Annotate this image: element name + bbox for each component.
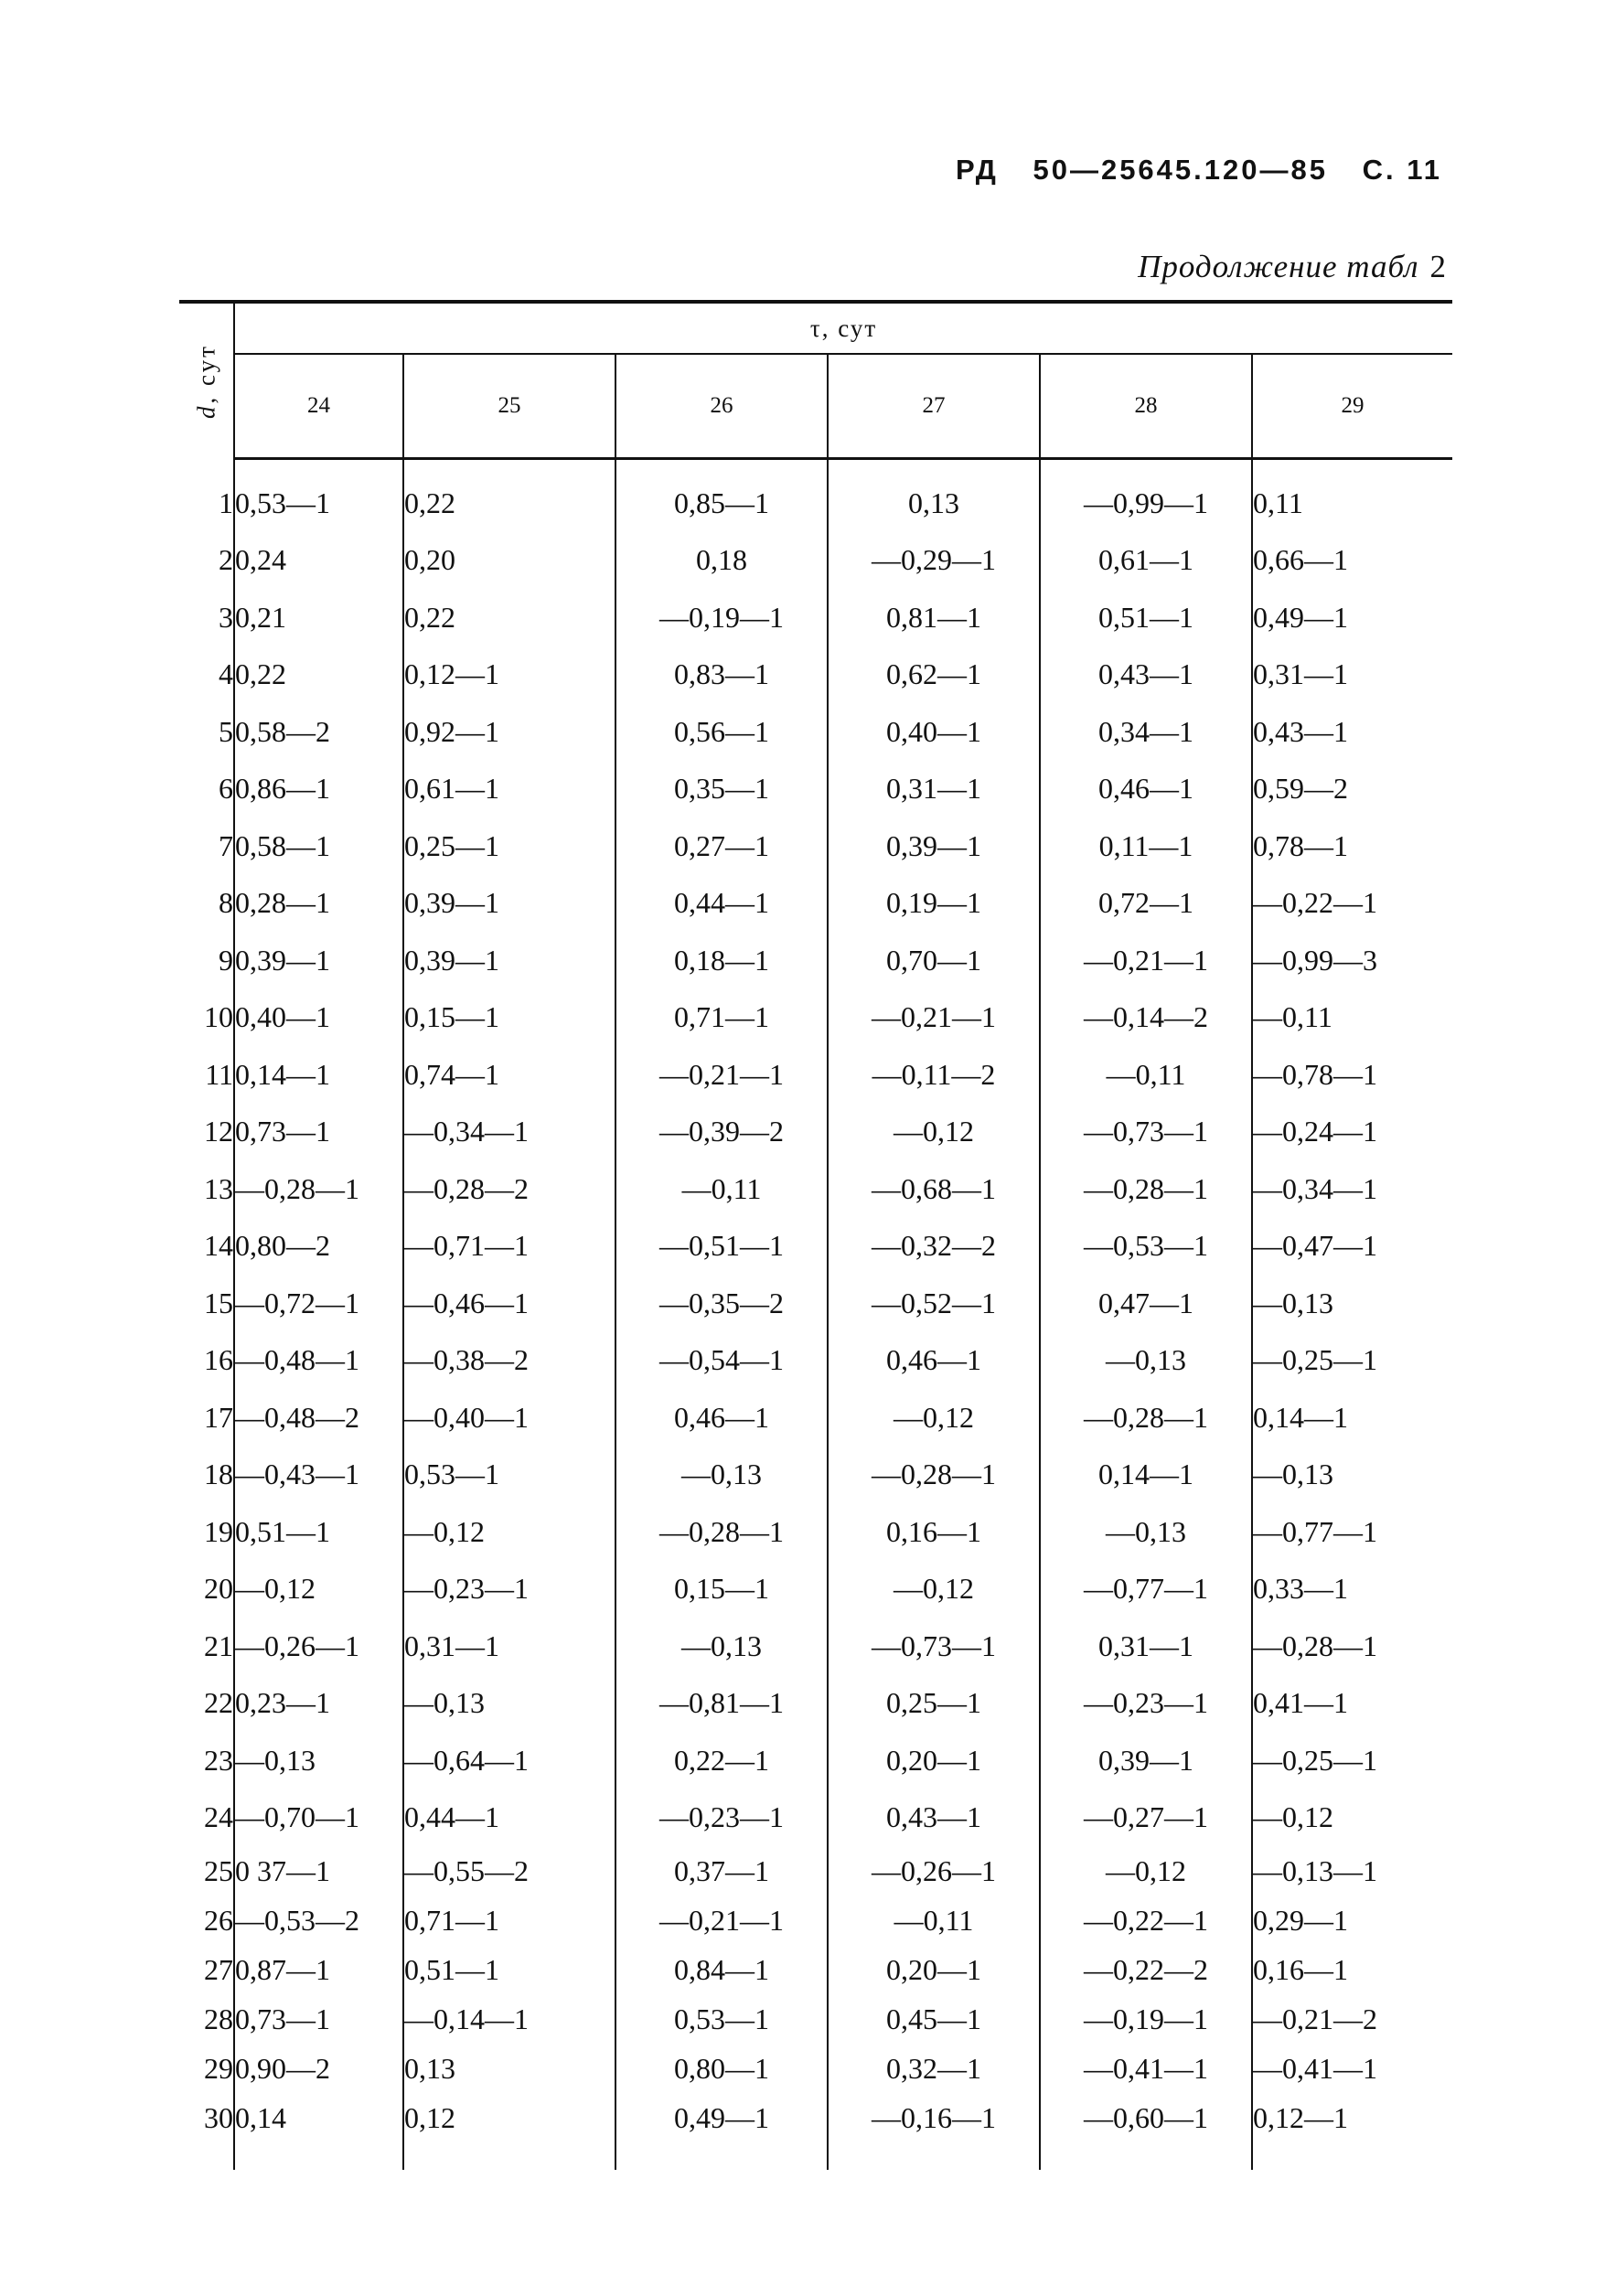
row-label: 17: [179, 1389, 234, 1447]
table-cell: 0,87—1: [234, 1945, 403, 1994]
table-cell: —0,13: [1253, 1458, 1333, 1491]
table-cell: 0,16—1: [1253, 1952, 1348, 1986]
table-cell: 0,20—1: [828, 1732, 1040, 1789]
table-cell: —0,21—1: [828, 989, 1040, 1047]
table-row: [179, 1275, 1452, 1332]
table-cell: —0,73—1: [1040, 1104, 1252, 1161]
table-cell: —0,28—1: [828, 1447, 1040, 1504]
table-cell: —0,26—1: [828, 1846, 1040, 1896]
row-label: 8: [179, 875, 234, 933]
table-cell: 0,61—1: [1040, 532, 1252, 590]
table-cell: 0,14—1: [1253, 1400, 1348, 1434]
table-row: [179, 1160, 1452, 1218]
table-cell: —0,32—2: [828, 1218, 1040, 1276]
table-cell: 0,37—1: [615, 1846, 828, 1896]
table-cell: —0,12: [403, 1503, 615, 1561]
table-cell: 0,71—1: [403, 1896, 615, 1945]
span-header: τ, сут: [234, 304, 1452, 354]
table-cell: —0,68—1: [828, 1160, 1040, 1218]
row-label: 11: [179, 1046, 234, 1104]
table-cell: 0,39—1: [234, 932, 403, 989]
table-cell: —0,78—1: [1253, 1057, 1377, 1091]
table-cell: —0,13: [615, 1618, 828, 1675]
table-cell: —0,77—1: [1253, 1514, 1377, 1548]
table-cell: 0,39—1: [828, 817, 1040, 875]
table-cell: 0,39—1: [1040, 1732, 1252, 1789]
table-cell: 0,85—1: [615, 475, 828, 532]
row-label: 6: [179, 761, 234, 818]
table-cell: —0,25—1: [1253, 1743, 1377, 1777]
table-cell: 0,11: [1253, 486, 1303, 519]
table-cell: 0,13: [828, 475, 1040, 532]
row-label: 3: [179, 589, 234, 646]
table-cell: —0,11: [615, 1160, 828, 1218]
table-cell: —0,19—1: [615, 589, 828, 646]
table-cell: —0,55—2: [403, 1846, 615, 1896]
table-cell: 0,22: [403, 589, 615, 646]
table-cell: —0,13: [615, 1447, 828, 1504]
table-cell: —0,21—2: [1253, 2002, 1377, 2035]
table-cell: —0,51—1: [615, 1218, 828, 1276]
table-cell: —0,29—1: [828, 532, 1040, 590]
row-label: 15: [179, 1275, 234, 1332]
table-cell: —0,41—1: [1253, 2051, 1377, 2085]
table-row: [179, 1503, 1452, 1561]
table-cell: —0,53—2: [234, 1896, 403, 1945]
caption-number: 2: [1429, 249, 1447, 284]
table-cell: 0,11—1: [1040, 817, 1252, 875]
table-cell: 0,31—1: [1253, 657, 1348, 691]
table-cell: 0,61—1: [403, 761, 615, 818]
table-cell: 0,58—1: [234, 817, 403, 875]
table-row: [179, 1218, 1452, 1276]
table-cell: —0,26—1: [234, 1618, 403, 1675]
table-cell: —0,40—1: [403, 1389, 615, 1447]
table-cell: —0,23—1: [1040, 1675, 1252, 1733]
table-cell: —0,11—2: [828, 1046, 1040, 1104]
page-label: С. 11: [1362, 154, 1442, 186]
row-label: 30: [179, 2093, 234, 2142]
table-cell: —0,43—1: [234, 1447, 403, 1504]
table-cell: 0,39—1: [403, 932, 615, 989]
table-row: [179, 1389, 1452, 1447]
table-cell: 0,86—1: [234, 761, 403, 818]
table-row: [179, 646, 1452, 704]
table-cell: —0,21—1: [615, 1046, 828, 1104]
table-row: [179, 1104, 1452, 1161]
table-cell: 0,44—1: [615, 875, 828, 933]
table-cell: 0,80—1: [615, 2044, 828, 2093]
table-cell: —0,47—1: [1253, 1229, 1377, 1263]
row-label: 18: [179, 1447, 234, 1504]
table-row: [179, 1945, 1452, 1994]
column-header: 29: [1252, 354, 1452, 459]
column-header: 26: [615, 354, 828, 459]
table-cell: 0,12: [403, 2093, 615, 2142]
table-cell: —0,28—1: [1040, 1160, 1252, 1218]
table-cell: 0,71—1: [615, 989, 828, 1047]
table-cell: —0,39—2: [615, 1104, 828, 1161]
table-cell: —0,11: [828, 1896, 1040, 1945]
table-cell: —0,23—1: [403, 1561, 615, 1618]
table-row: [179, 703, 1452, 761]
stub-header-unit: , сут: [192, 343, 219, 404]
table-cell: —0,35—2: [615, 1275, 828, 1332]
table-row: [179, 1994, 1452, 2044]
table-cell: —0,99—3: [1253, 943, 1377, 977]
column-header: 27: [828, 354, 1040, 459]
table-cell: —0,13: [1040, 1503, 1252, 1561]
table-cell: —0,12: [1253, 1800, 1333, 1834]
table-cell: 0,74—1: [403, 1046, 615, 1104]
table-cell: —0,72—1: [234, 1275, 403, 1332]
table-cell: —0,48—1: [234, 1332, 403, 1390]
table-cell: —0,34—1: [1253, 1171, 1377, 1205]
table-cell: 0,53—1: [234, 475, 403, 532]
table-cell: 0,46—1: [828, 1332, 1040, 1390]
column-header: 24: [234, 354, 403, 459]
row-label: 9: [179, 932, 234, 989]
table-cell: —0,22—2: [1040, 1945, 1252, 1994]
doc-number: 50—25645.120—85: [1033, 154, 1328, 186]
table-cell: 0,66—1: [1253, 543, 1348, 577]
table-cell: 0,51—1: [1040, 589, 1252, 646]
row-label: 13: [179, 1160, 234, 1218]
table-cell: 0,46—1: [1040, 761, 1252, 818]
table-cell: 0,40—1: [234, 989, 403, 1047]
row-label: 14: [179, 1218, 234, 1276]
table-cell: 0,39—1: [403, 875, 615, 933]
data-table: [179, 300, 1452, 2170]
table-cell: —0,11: [1040, 1046, 1252, 1104]
table-cell: —0,12: [234, 1561, 403, 1618]
table-cell: —0,28—1: [234, 1160, 403, 1218]
row-label: 7: [179, 817, 234, 875]
table-cell: 0,73—1: [234, 1104, 403, 1161]
table-cell: 0,32—1: [828, 2044, 1040, 2093]
document-header: [932, 154, 1442, 187]
table-row: [179, 1675, 1452, 1733]
table-cell: 0,12—1: [1253, 2100, 1348, 2134]
table-cell: —0,28—1: [1253, 1629, 1377, 1662]
stub-header-symbol: d: [192, 403, 219, 419]
table-cell: —0,13: [403, 1675, 615, 1733]
table-cell: 0,53—1: [403, 1447, 615, 1504]
table-cell: 0,22: [234, 646, 403, 704]
table-cell: —0,52—1: [828, 1275, 1040, 1332]
table-row: [179, 761, 1452, 818]
table-cell: 0,46—1: [615, 1389, 828, 1447]
table-cell: 0,34—1: [1040, 703, 1252, 761]
row-label: 4: [179, 646, 234, 704]
table-cell: —0,77—1: [1040, 1561, 1252, 1618]
table-cell: —0,99—1: [1040, 475, 1252, 532]
table-cell: —0,11: [1253, 1000, 1332, 1034]
table-cell: —0,13: [1040, 1332, 1252, 1390]
table-cell: —0,38—2: [403, 1332, 615, 1390]
table-cell: 0,31—1: [1040, 1618, 1252, 1675]
table-row: [179, 475, 1452, 532]
table-cell: 0,21: [234, 589, 403, 646]
table-cell: —0,70—1: [234, 1789, 403, 1847]
table-cell: —0,13: [234, 1732, 403, 1789]
table-row: [179, 932, 1452, 989]
table-cell: 0,53—1: [615, 1994, 828, 2044]
table-row: [179, 589, 1452, 646]
table-cell: —0,21—1: [615, 1896, 828, 1945]
table-cell: —0,12: [828, 1389, 1040, 1447]
table-cell: 0,49—1: [1253, 600, 1348, 634]
table-cell: —0,14—1: [403, 1994, 615, 2044]
row-label: 23: [179, 1732, 234, 1789]
row-label: 29: [179, 2044, 234, 2093]
table-cell: 0,78—1: [1253, 828, 1348, 862]
table-cell: —0,22—1: [1040, 1896, 1252, 1945]
table-cell: —0,19—1: [1040, 1994, 1252, 2044]
stub-header: [179, 304, 234, 459]
table-cell: 0,58—2: [234, 703, 403, 761]
table-cell: 0,22: [403, 475, 615, 532]
row-label: 25: [179, 1846, 234, 1896]
table-cell: —0,64—1: [403, 1732, 615, 1789]
table-cell: 0,14—1: [1040, 1447, 1252, 1504]
table-cell: 0,43—1: [1040, 646, 1252, 704]
table-cell: 0,40—1: [828, 703, 1040, 761]
table-cell: 0,73—1: [234, 1994, 403, 2044]
table-cell: —0,81—1: [615, 1675, 828, 1733]
row-label: 19: [179, 1503, 234, 1561]
table-cell: —0,41—1: [1040, 2044, 1252, 2093]
column-header: 28: [1040, 354, 1252, 459]
table-cell: —0,12: [828, 1561, 1040, 1618]
table-cell: 0 37—1: [234, 1846, 403, 1896]
table-cell: 0,14—1: [234, 1046, 403, 1104]
table-row: [179, 1618, 1452, 1675]
table-cell: —0,12: [1040, 1846, 1252, 1896]
table-cell: —0,53—1: [1040, 1218, 1252, 1276]
table-cell: 0,13: [403, 2044, 615, 2093]
table-cell: 0,41—1: [1253, 1686, 1348, 1720]
table-cell: —0,54—1: [615, 1332, 828, 1390]
table-row: [179, 1332, 1452, 1390]
table-cell: 0,92—1: [403, 703, 615, 761]
doc-code: РД: [956, 154, 999, 186]
table-cell: —0,46—1: [403, 1275, 615, 1332]
table-cell: 0,29—1: [1253, 1903, 1348, 1937]
table-cell: —0,28—1: [615, 1503, 828, 1561]
table-cell: —0,24—1: [1253, 1115, 1377, 1148]
table-cell: 0,31—1: [403, 1618, 615, 1675]
table-cell: —0,34—1: [403, 1104, 615, 1161]
table-row: [179, 532, 1452, 590]
table-cell: 0,44—1: [403, 1789, 615, 1847]
table-cell: 0,51—1: [403, 1945, 615, 1994]
table-row: [179, 1789, 1452, 1847]
table-cell: 0,35—1: [615, 761, 828, 818]
table-cell: 0,16—1: [828, 1503, 1040, 1561]
table-cell: —0,23—1: [615, 1789, 828, 1847]
table-cell: —0,22—1: [1253, 886, 1377, 920]
table-cell: 0,70—1: [828, 932, 1040, 989]
table-cell: 0,43—1: [828, 1789, 1040, 1847]
table-cell: —0,48—2: [234, 1389, 403, 1447]
table-cell: 0,81—1: [828, 589, 1040, 646]
table-cell: 0,45—1: [828, 1994, 1040, 2044]
table-cell: 0,25—1: [403, 817, 615, 875]
table-cell: —0,73—1: [828, 1618, 1040, 1675]
table-cell: 0,15—1: [403, 989, 615, 1047]
table-cell: —0,16—1: [828, 2093, 1040, 2142]
table-cell: —0,60—1: [1040, 2093, 1252, 2142]
table-cell: 0,51—1: [234, 1503, 403, 1561]
row-label: 21: [179, 1618, 234, 1675]
table-cell: —0,25—1: [1253, 1343, 1377, 1377]
row-label: 5: [179, 703, 234, 761]
table-cell: 0,47—1: [1040, 1275, 1252, 1332]
table-row: [179, 989, 1452, 1047]
table-row: [179, 1896, 1452, 1945]
table-cell: 0,72—1: [1040, 875, 1252, 933]
table-cell: 0,90—2: [234, 2044, 403, 2093]
row-label: 27: [179, 1945, 234, 1994]
table-cell: 0,49—1: [615, 2093, 828, 2142]
table-cell: 0,14: [234, 2093, 403, 2142]
table-row: [179, 875, 1452, 933]
row-label: 1: [179, 475, 234, 532]
table-cell: 0,43—1: [1253, 714, 1348, 748]
row-label: 2: [179, 532, 234, 590]
table-cell: 0,27—1: [615, 817, 828, 875]
table-cell: 0,12—1: [403, 646, 615, 704]
row-label: 24: [179, 1789, 234, 1847]
table-cell: 0,33—1: [1253, 1572, 1348, 1606]
table-cell: 0,24: [234, 532, 403, 590]
table-row: [179, 2044, 1452, 2093]
row-label: 20: [179, 1561, 234, 1618]
table-cell: 0,62—1: [828, 646, 1040, 704]
table-row: [179, 2093, 1452, 2142]
table-cell: 0,83—1: [615, 646, 828, 704]
caption-text: Продолжение табл: [1138, 249, 1419, 284]
table-cell: —0,28—1: [1040, 1389, 1252, 1447]
table-cell: 0,18: [615, 532, 828, 590]
table-cell: —0,21—1: [1040, 932, 1252, 989]
table-row: [179, 817, 1452, 875]
column-header: 25: [403, 354, 615, 459]
table-cell: —0,13—1: [1253, 1853, 1377, 1887]
table-cell: 0,18—1: [615, 932, 828, 989]
row-label: 10: [179, 989, 234, 1047]
table-row: [179, 1732, 1452, 1789]
row-label: 16: [179, 1332, 234, 1390]
table-cell: 0,19—1: [828, 875, 1040, 933]
table-row: [179, 1447, 1452, 1504]
table-cell: 0,15—1: [615, 1561, 828, 1618]
table-caption: [1138, 249, 1447, 285]
table-cell: —0,14—2: [1040, 989, 1252, 1047]
row-label: 12: [179, 1104, 234, 1161]
table-row: [179, 1046, 1452, 1104]
table-row: [179, 1846, 1452, 1896]
table-cell: 0,23—1: [234, 1675, 403, 1733]
table-cell: 0,56—1: [615, 703, 828, 761]
table-cell: —0,27—1: [1040, 1789, 1252, 1847]
table-cell: 0,59—2: [1253, 772, 1348, 806]
table-cell: —0,28—2: [403, 1160, 615, 1218]
table-cell: —0,71—1: [403, 1218, 615, 1276]
table-cell: 0,20: [403, 532, 615, 590]
table-cell: 0,20—1: [828, 1945, 1040, 1994]
table-row: [179, 1561, 1452, 1618]
table-cell: 0,84—1: [615, 1945, 828, 1994]
table-cell: —0,13: [1253, 1286, 1333, 1319]
table-cell: 0,80—2: [234, 1218, 403, 1276]
table-cell: 0,25—1: [828, 1675, 1040, 1733]
table-cell: 0,22—1: [615, 1732, 828, 1789]
table-cell: —0,12: [828, 1104, 1040, 1161]
table-cell: 0,28—1: [234, 875, 403, 933]
row-label: 22: [179, 1675, 234, 1733]
row-label: 28: [179, 1994, 234, 2044]
table-cell: 0,31—1: [828, 761, 1040, 818]
row-label: 26: [179, 1896, 234, 1945]
